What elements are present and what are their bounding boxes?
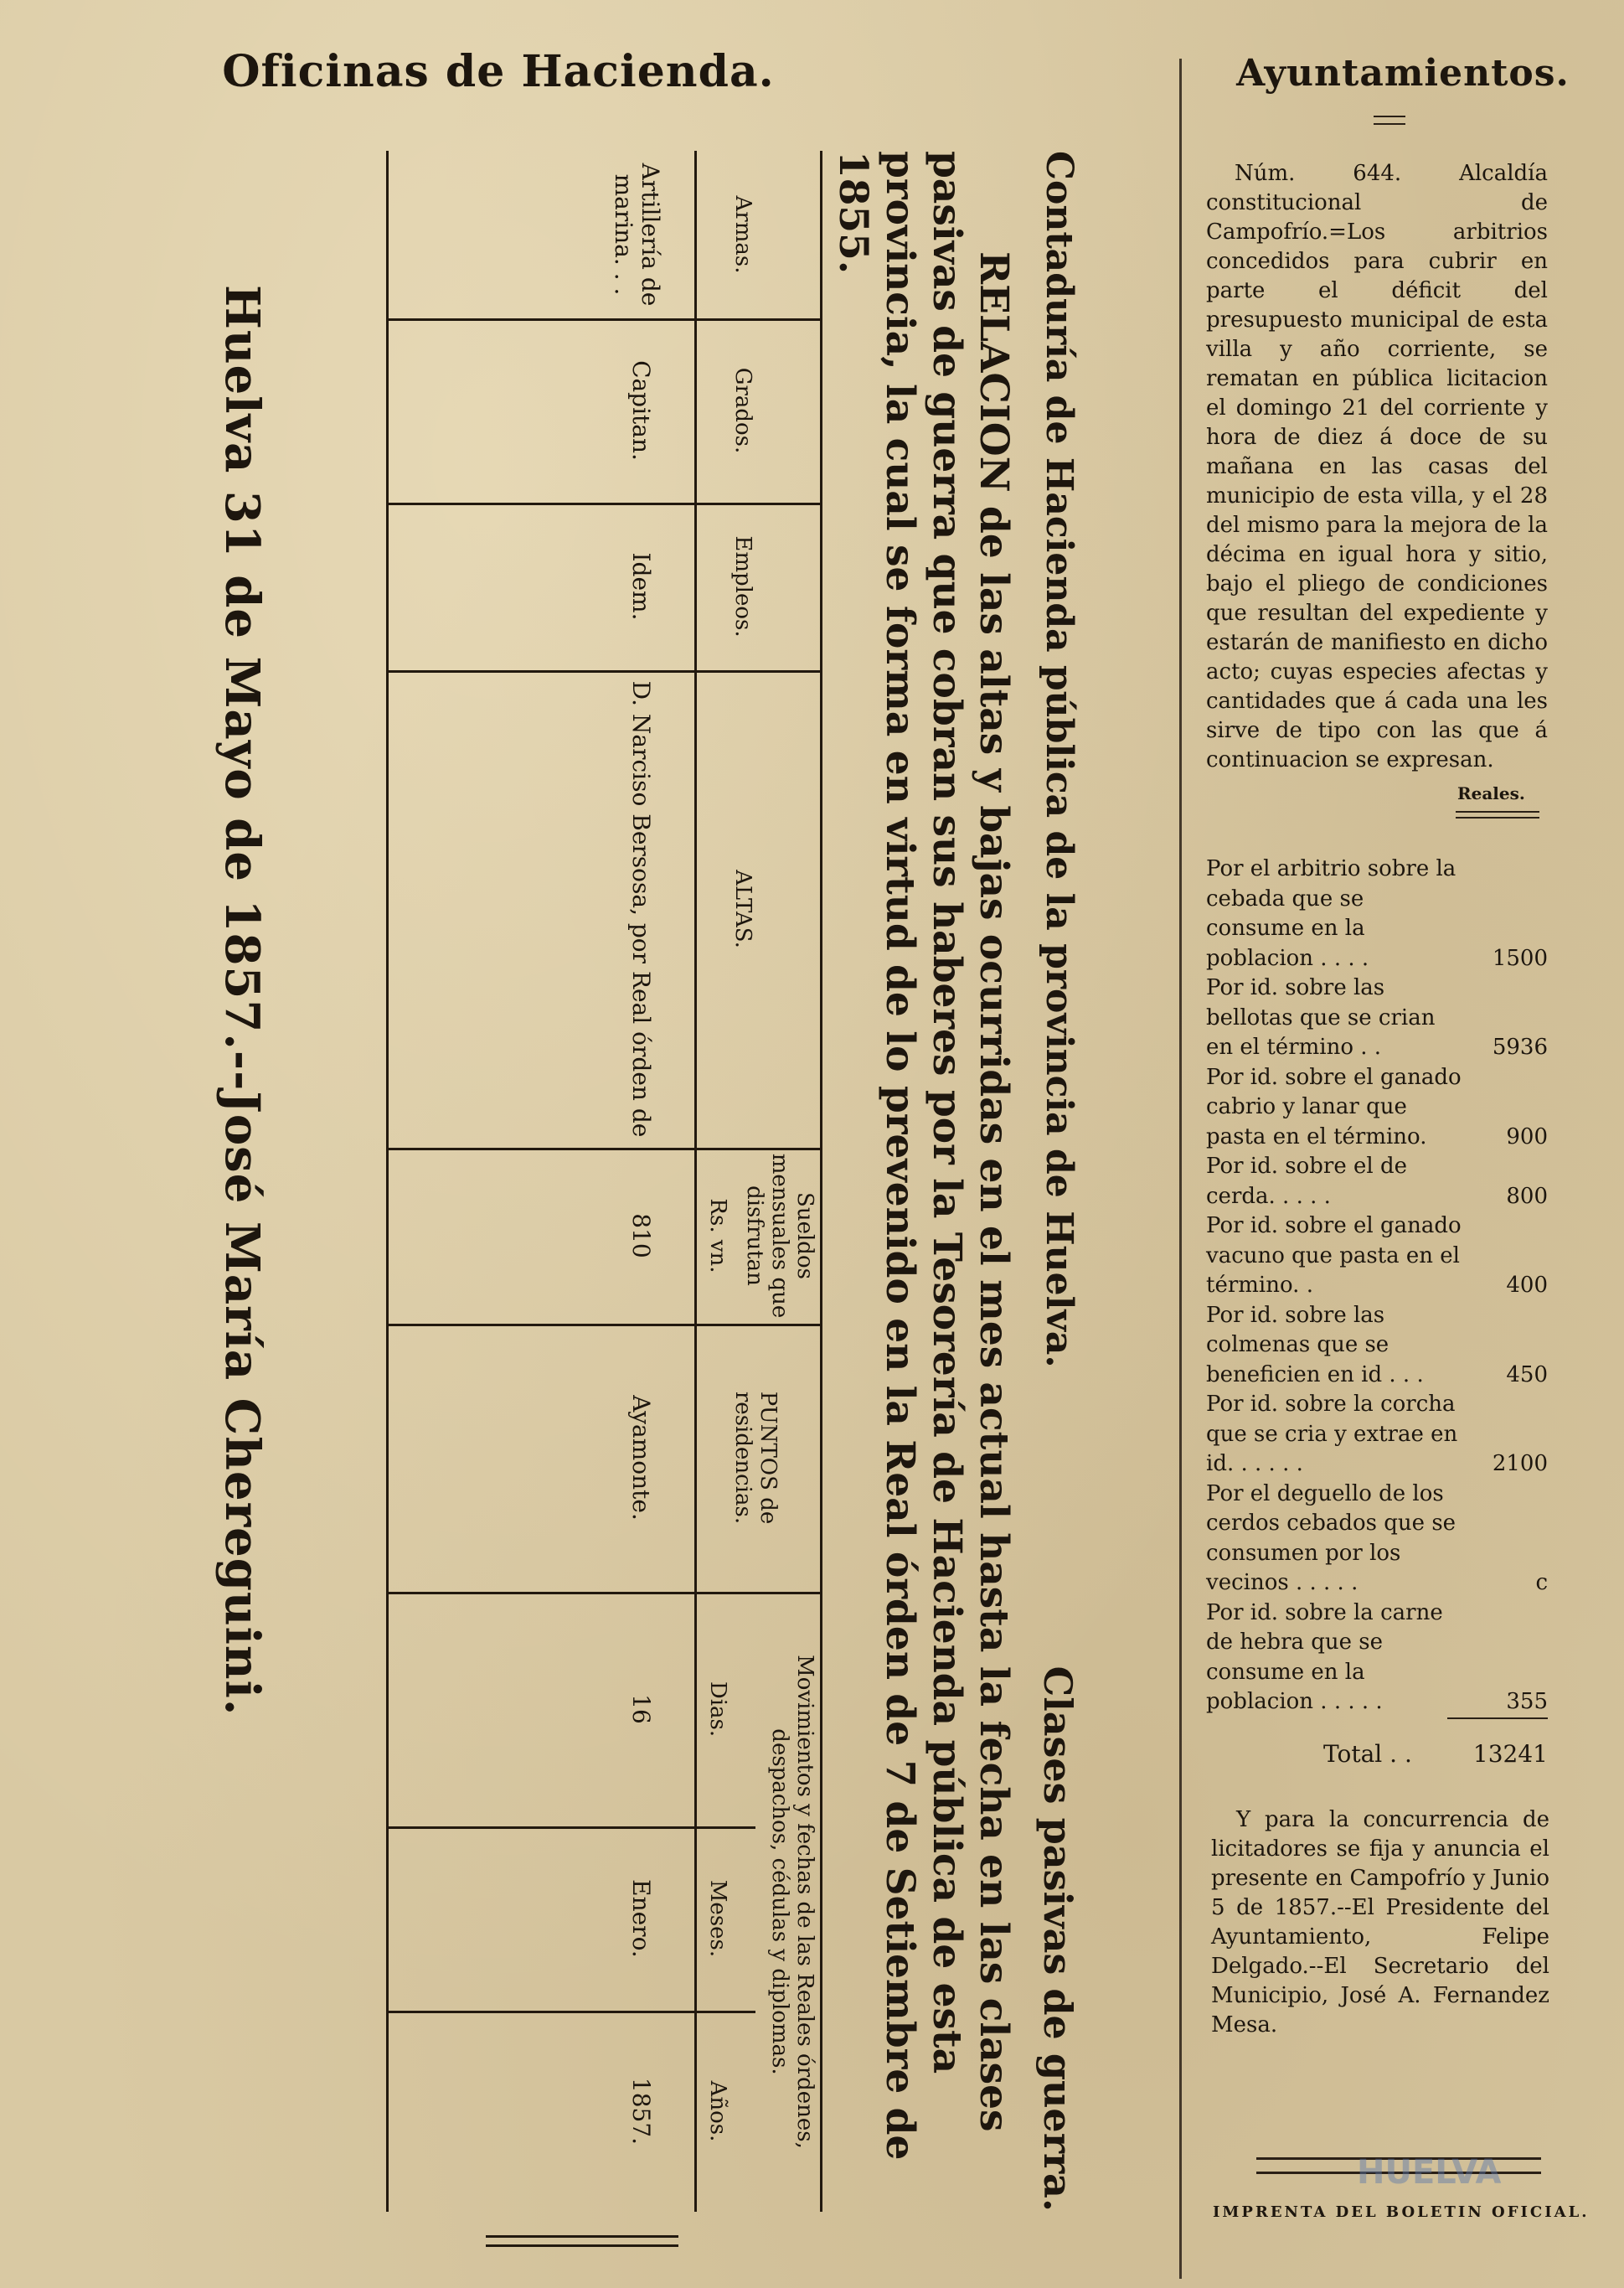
item-description: Por id. sobre el ganado cabrio y lanar que pasta en el término. <box>1206 1064 1462 1149</box>
list-item <box>1206 974 1548 1063</box>
section-heading-oficinas: Oficinas de Hacienda. <box>222 46 775 97</box>
item-amount: 355 <box>1506 1689 1548 1714</box>
item-amount: 800 <box>1506 1183 1548 1209</box>
list-item <box>1206 1152 1548 1211</box>
col-divider <box>387 503 822 505</box>
item-description: Por id. sobre el ganado vacuno que pasta en el término. . <box>1206 1213 1462 1298</box>
section-heading-ayuntamientos: Ayuntamientos. <box>1236 52 1570 95</box>
cell-mes: Enero. <box>627 1879 655 1958</box>
heading-rule <box>1374 116 1405 125</box>
list-item <box>1206 855 1548 974</box>
announcement-text: Núm. 644. Alcaldía constitucional de Campofrío.=Los arbitrios concedidos para cubrir en parte el déficit del presupuesto municipal de esta villa y año corriente, se rematan en pública licitacion el domingo 21 del corriente y hora de diez á doce de su mañana en las casas del municipio de esta villa, y el 28 del mismo para la mejora de la décima en igual hora y sitio, bajo el pliego de condiciones que resultan del expediente y estarán de manifiesto en dicho acto; cuyas especies afectas y cantidades que á cada una les sirve de tipo con las que á continuacion se expresan. <box>1206 161 1548 772</box>
arbitrios-list <box>1206 855 1548 1717</box>
cell-ano: 1857. <box>627 2077 655 2146</box>
list-item <box>1206 1480 1548 1599</box>
col-divider <box>387 1826 755 1829</box>
cell-arma: Artillería de marina. . . <box>610 163 664 307</box>
total-rule <box>1447 1717 1548 1719</box>
item-amount: 2100 <box>1492 1451 1548 1476</box>
header-altas: ALTAS. <box>730 870 755 948</box>
cell-empleo: Idem. <box>627 552 655 621</box>
relacion-text: RELACION de las altas y bajas ocurridas en el mes actual hasta la fecha en las clases pasivas de guerra que cobran sus haberes por la Tesorería de Hacienda pública de esta provincia, la cual se forma en virtud de lo prevenido en la Real órden de 7 de Setiembre de 1855. <box>830 151 1017 2161</box>
total-value: 13241 <box>1472 1740 1548 1768</box>
col-divider <box>387 2011 755 2013</box>
item-description: Por id. sobre la carne de hebra que se consume en la poblacion . . . . . <box>1206 1599 1443 1714</box>
item-amount: 5936 <box>1492 1035 1548 1060</box>
list-item <box>1206 1390 1548 1480</box>
col-divider <box>387 1592 822 1594</box>
imprenta-footer: IMPRENTA DEL BOLETIN OFICIAL. <box>1213 2203 1590 2221</box>
table-rule-bottom <box>386 151 389 2212</box>
header-sueldos: Sueldos mensuales que disfrutan <box>742 1153 817 1319</box>
item-description: Por el arbitrio sobre la cebada que se consume en la poblacion . . . . <box>1206 856 1456 971</box>
cell-punto: Ayamonte. <box>627 1395 655 1521</box>
col-divider <box>387 318 822 321</box>
header-anos: Años. <box>705 2080 730 2142</box>
item-description: Por id. sobre las colmenas que se beneficien en id . . . <box>1206 1302 1424 1387</box>
col-divider <box>387 670 822 673</box>
header-puntos: PUNTOS de residencias. <box>730 1391 781 1525</box>
item-description: Por id. sobre las bellotas que se crian en el término . . <box>1206 975 1436 1060</box>
contaduria-title: Contaduría de Hacienda pública de la provincia de Huelva. <box>1038 151 1080 1368</box>
altas-table <box>387 151 822 2212</box>
header-dias: Dias. <box>705 1681 730 1738</box>
table-rule-top <box>820 151 822 2212</box>
list-item <box>1206 1211 1548 1301</box>
header-meses: Meses. <box>705 1879 730 1958</box>
header-empleos: Empleos. <box>730 535 755 638</box>
closing-text: Y para la concurrencia de licitadores se fija y anuncia el presente en Campofrío y Junio 5 de 1857.--El Presidente del Ayuntamiento, Felipe Delgado.--El Secretario del Municipio, José A. Fernandez Mesa. <box>1211 1807 1549 2038</box>
total-row <box>1323 1740 1548 1768</box>
cell-nombre: D. Narciso Bersosa, por Real órden de <box>627 680 655 1138</box>
item-description: Por id. sobre el de cerda. . . . . <box>1206 1154 1407 1209</box>
list-item <box>1206 1599 1548 1717</box>
cell-dia: 16 <box>627 1694 655 1724</box>
header-grados: Grados. <box>730 367 755 454</box>
signature-line: Huelva 31 de Mayo de 1857.--José María Chereguini. <box>214 285 270 1717</box>
item-description: Por id. sobre la corcha que se cria y extrae en id. . . . . . <box>1206 1392 1458 1476</box>
clases-pasivas-title: Clases pasivas de guerra. <box>1035 1666 1080 2212</box>
cell-grado: Capitan. <box>627 360 655 461</box>
list-item <box>1206 1063 1548 1153</box>
column-divider <box>1179 59 1182 2279</box>
item-amount: 1500 <box>1492 945 1548 971</box>
reales-rule <box>1456 811 1539 819</box>
item-amount: 400 <box>1506 1273 1548 1298</box>
closing-rule <box>486 2235 678 2247</box>
header-rs-vn: Rs. vn. <box>705 1198 730 1273</box>
header-movimientos: Movimientos y fechas de las Reales órdenes, despachos, cédulas y diplomas. <box>767 1655 817 2149</box>
list-item <box>1206 1301 1548 1391</box>
cell-sueldo: 810 <box>627 1213 655 1258</box>
rotated-relacion-block <box>92 151 1080 2229</box>
reales-label: Reales. <box>1457 783 1525 803</box>
item-description: Por el deguello de los cerdos cebados que se consumen por los vecinos . . . . . <box>1206 1480 1456 1595</box>
archive-watermark: HUELVA <box>1357 2153 1502 2192</box>
total-label: Total . . <box>1323 1740 1412 1768</box>
item-amount: 450 <box>1506 1361 1548 1387</box>
item-amount: 900 <box>1506 1123 1548 1149</box>
item-amount: c <box>1535 1570 1548 1595</box>
header-armas: Armas. <box>730 195 755 274</box>
table-rule-header <box>694 151 697 2212</box>
